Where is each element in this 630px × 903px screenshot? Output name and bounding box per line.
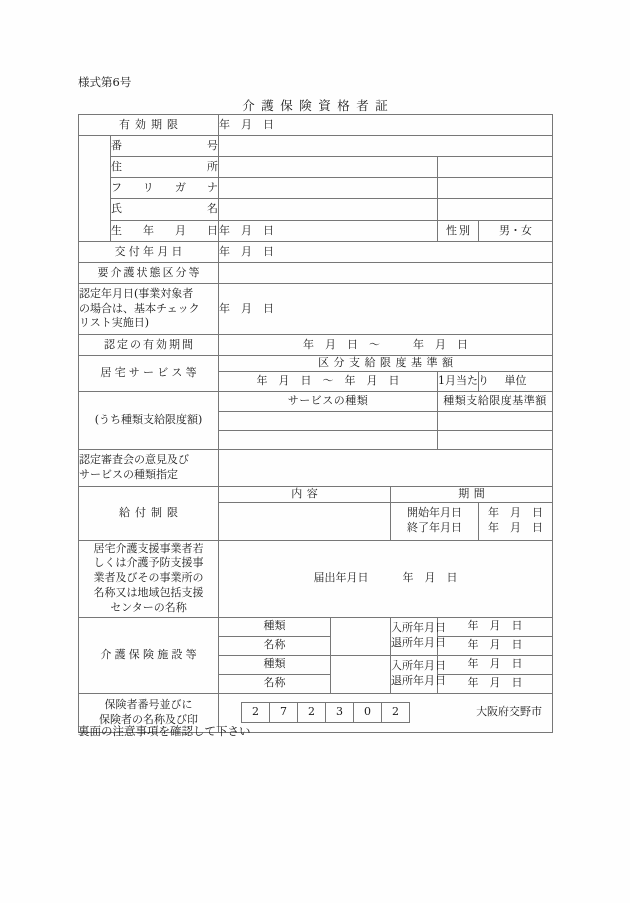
period-header: 期間 [391, 486, 553, 502]
certify-date-label-line-2: の場合は、基本チェック [79, 301, 200, 315]
name-value[interactable] [219, 199, 438, 221]
table-row-birthdate [79, 221, 553, 242]
admission-date-value-1[interactable]: 年 月 日 [438, 617, 553, 636]
table-row-cert-valid-period [79, 335, 553, 356]
issue-date-label: 交付年月日 [79, 242, 219, 263]
content-header: 内容 [219, 486, 391, 502]
insurer-digit-3[interactable]: 2 [297, 702, 325, 723]
per-month-label: 1月当たり [438, 371, 479, 391]
support-provider-label [79, 540, 219, 617]
birthdate-label: 生年月日 [111, 221, 219, 242]
table-row-support-provider [79, 540, 553, 617]
discharge-date-label-2: 退所年月日 [391, 674, 446, 688]
furigana-extra-cell[interactable] [438, 178, 553, 199]
gender-value[interactable]: 男・女 [479, 221, 553, 242]
table-row-service-type-header [79, 391, 553, 411]
gender-label: 性別 [438, 221, 479, 242]
type-limit-value-2[interactable] [438, 430, 553, 449]
furigana-label: フリガナ [111, 178, 219, 199]
issue-date-value[interactable]: 年 月 日 [219, 242, 553, 263]
start-date-label: 開始年月日 [407, 506, 462, 520]
type-limit-value-1[interactable] [438, 411, 553, 430]
review-opinion-label-line-1: 認定審査会の意見及び [79, 453, 189, 466]
furigana-value[interactable] [219, 178, 438, 199]
support-provider-value[interactable] [219, 540, 553, 617]
review-opinion-label [79, 449, 219, 486]
facility-name-value-1[interactable] [331, 636, 391, 655]
certify-date-label-line-1: 認定年月日(事業対象者 [79, 286, 194, 300]
page-title: 介護保険資格者証 [242, 98, 395, 113]
insurer-number-boxes [241, 702, 410, 723]
cert-valid-period-label: 認定の有効期間 [79, 335, 219, 356]
care-level-label: 要介護状態区分等 [79, 263, 219, 284]
service-type-value-1[interactable] [219, 411, 438, 430]
support-provider-label-line-5: センターの名称 [110, 600, 187, 614]
insurer-digit-6[interactable]: 2 [381, 702, 410, 723]
table-row-address [79, 157, 553, 178]
certify-date-label [79, 284, 219, 335]
facility-type-label-2: 種類 [219, 655, 331, 674]
insurer-name: 大阪府交野市 [476, 705, 543, 719]
table-row-issue-date [79, 242, 553, 263]
facility-name-label-2: 名称 [219, 674, 331, 693]
end-date-value: 年 月 日 [488, 521, 544, 535]
discharge-date-label-1: 退所年月日 [391, 636, 446, 650]
admission-date-label-1: 入所年月日 [391, 621, 446, 635]
support-provider-label-line-2: しくは介護予防支援事 [93, 556, 204, 570]
notification-date-value: 年 月 日 [402, 571, 458, 585]
form-number: 様式第6号 [78, 75, 132, 89]
type-limit-header: 種類支給限度基準額 [438, 391, 553, 411]
benefit-content-value[interactable] [219, 502, 391, 540]
facility-type-value-1[interactable] [331, 617, 391, 636]
cert-valid-period-value[interactable]: 年 月 日 ～ 年 月 日 [219, 335, 553, 356]
admission-date-label-2: 入所年月日 [391, 659, 446, 673]
table-row-furigana [79, 178, 553, 199]
name-label: 氏名 [111, 199, 219, 221]
insurer-digit-4[interactable]: 3 [325, 702, 353, 723]
care-level-value[interactable] [219, 263, 553, 284]
facility-name-label-1: 名称 [219, 636, 331, 655]
review-opinion-value[interactable] [219, 449, 553, 486]
address-value[interactable] [219, 157, 438, 178]
facility-label: 介護保険施設等 [79, 617, 219, 693]
facility-type-value-2[interactable] [331, 655, 391, 674]
number-label: 番号 [111, 136, 219, 157]
start-date-value: 年 月 日 [488, 506, 544, 520]
support-provider-label-line-1: 居宅介護支援事業者若 [93, 541, 204, 555]
number-value[interactable] [219, 136, 553, 157]
table-row-number [79, 136, 553, 157]
table-row-facility-type-1 [79, 617, 553, 636]
table-row-care-level [79, 263, 553, 284]
support-provider-label-line-3: 業者及びその事業所の [93, 571, 204, 585]
insurer-label-line-2: 保険者の名称及び印 [99, 712, 198, 726]
name-extra-cell[interactable] [438, 199, 553, 221]
left-blank-column [79, 136, 111, 242]
insurer-label-line-1: 保険者番号並びに [104, 697, 193, 711]
admission-date-value-2[interactable]: 年 月 日 [438, 655, 553, 674]
footer-note: 裏面の注意事項を確認して下さい [78, 724, 251, 738]
address-extra-cell[interactable] [438, 157, 553, 178]
home-service-label: 居宅サービス等 [79, 356, 219, 392]
insurer-digit-1[interactable]: 2 [241, 702, 269, 723]
support-provider-label-line-4: 名称又は地域包括支援 [93, 586, 204, 600]
facility-dates-labels-2 [391, 655, 446, 693]
service-type-header: サービスの種類 [219, 391, 438, 411]
table-row-certify-date [79, 284, 553, 335]
benefit-restriction-label: 給付制限 [79, 486, 219, 540]
service-type-value-2[interactable] [219, 430, 438, 449]
type-limit-label: (うち種類支給限度額) [79, 391, 219, 449]
valid-period-value[interactable]: 年 月 日 [219, 115, 553, 136]
insurer-number-cell [219, 693, 553, 732]
table-row-name [79, 199, 553, 221]
benefit-period-labels [391, 502, 479, 540]
notification-date-label: 届出年月日 [313, 571, 369, 585]
facility-type-label-1: 種類 [219, 617, 331, 636]
table-row-valid-period [79, 115, 553, 136]
table-row-limit-standard-header [79, 356, 553, 372]
facility-dates-labels-1 [391, 617, 446, 655]
table-row-benefit-header [79, 486, 553, 502]
valid-period-label: 有効期限 [79, 115, 219, 136]
limit-standard-header: 区分支給限度基準額 [219, 356, 553, 372]
certify-date-label-line-3: リスト実施日) [79, 316, 150, 330]
end-date-label: 終了年月日 [407, 521, 462, 535]
unit-label: 単位 [479, 371, 553, 391]
table-row-review-opinion [79, 449, 553, 486]
review-opinion-label-line-2: サービスの種類指定 [79, 467, 178, 481]
limit-period-value[interactable]: 年 月 日 ～ 年 月 日 [219, 371, 438, 391]
benefit-period-values[interactable] [479, 502, 553, 540]
certify-date-value[interactable]: 年 月 日 [219, 284, 553, 335]
insurer-digit-2[interactable]: 7 [269, 702, 297, 723]
birthdate-value[interactable]: 年 月 日 [219, 221, 438, 242]
certificate-table [78, 114, 553, 733]
discharge-date-value-1[interactable]: 年 月 日 [438, 636, 553, 655]
facility-name-value-2[interactable] [331, 674, 391, 693]
address-label: 住所 [111, 157, 219, 178]
insurer-digit-5[interactable]: 0 [353, 702, 381, 723]
discharge-date-value-2[interactable]: 年 月 日 [438, 674, 553, 693]
